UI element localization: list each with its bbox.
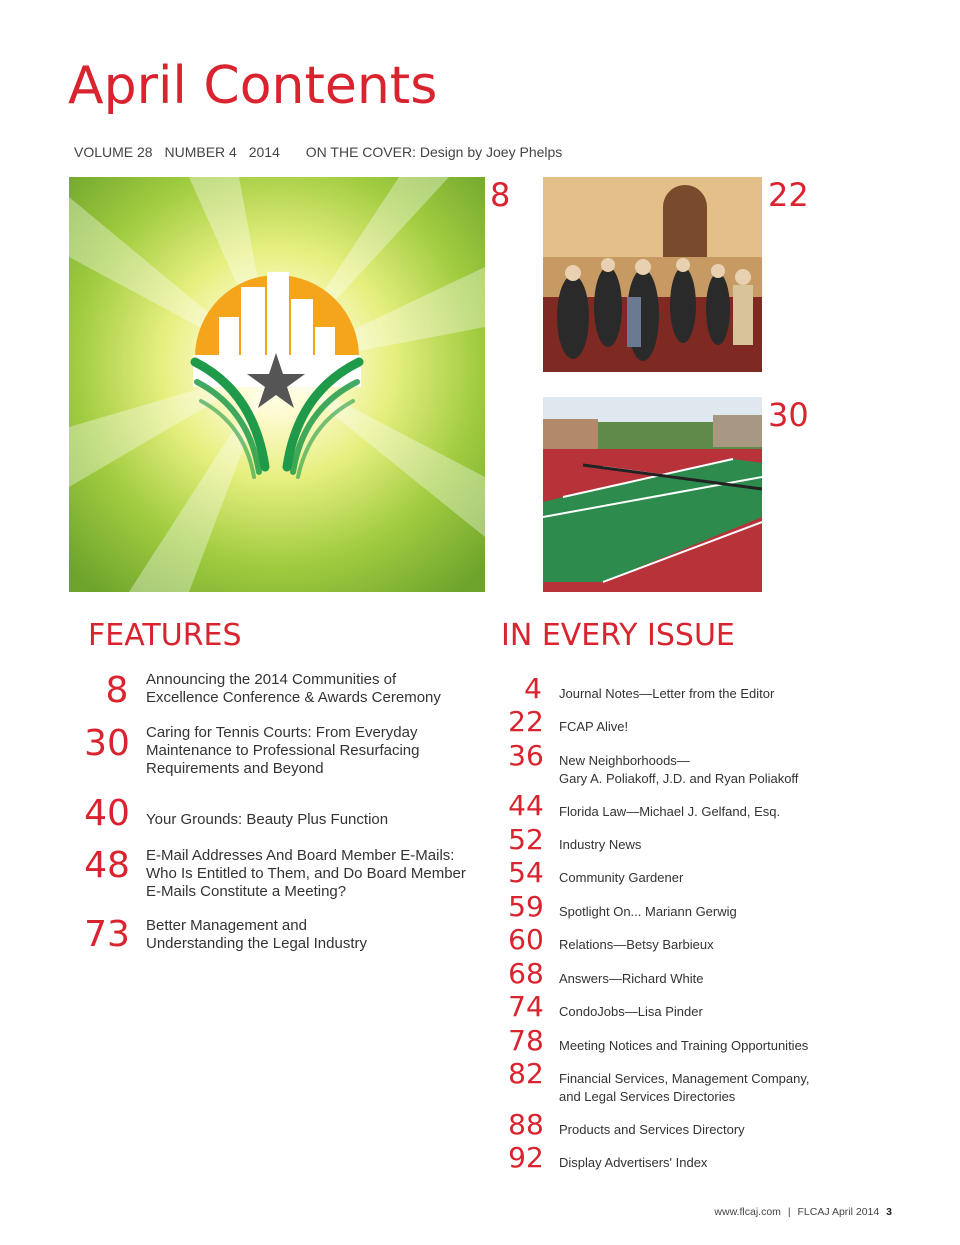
issue-item[interactable]: [559, 936, 829, 954]
issue-item[interactable]: [559, 1037, 829, 1055]
footer-page-number: 3: [886, 1206, 892, 1218]
footer-issue: April 2014: [831, 1206, 880, 1218]
feature-page-number: 40: [84, 793, 130, 834]
feature-line: Requirements and Beyond: [146, 760, 324, 777]
feature-item[interactable]: [146, 671, 466, 707]
issue-page-number: 54: [508, 856, 544, 889]
issue-page-number: 4: [524, 672, 542, 705]
issue-page-number: 60: [508, 923, 544, 956]
issue-line: Relations—Betsy Barbieux: [559, 937, 714, 952]
feature-page-number: 73: [84, 914, 130, 955]
feature-page-number: 8: [105, 670, 129, 711]
issue-item[interactable]: [559, 970, 829, 988]
cover-image: [69, 177, 485, 592]
issue-item[interactable]: [559, 836, 829, 854]
feature-item[interactable]: [146, 724, 466, 778]
feature-item[interactable]: [146, 811, 466, 829]
issue-line: Industry News: [559, 837, 642, 852]
issue-item[interactable]: [559, 718, 829, 736]
feature-item[interactable]: [146, 847, 476, 901]
issue-page-number: 36: [508, 739, 544, 772]
issue-page-number: 22: [508, 705, 544, 738]
issue-line: Gary A. Poliakoff, J.D. and Ryan Poliakoff: [559, 771, 799, 786]
issue-line: Answers—Richard White: [559, 971, 704, 986]
issue-item[interactable]: [559, 903, 829, 921]
footer-separator: |: [787, 1206, 791, 1218]
feature-page-number: 48: [84, 845, 130, 886]
feature-line: Your Grounds: Beauty Plus Function: [146, 811, 389, 828]
tennis-court-photo: [543, 397, 762, 592]
footer-url[interactable]: www.flcaj.com: [714, 1206, 781, 1218]
year-label: 2014: [248, 144, 280, 160]
issue-page-number: 88: [508, 1108, 544, 1141]
feature-line: Caring for Tennis Courts: From Everyday: [146, 724, 418, 741]
issue-line: Financial Services, Management Company,: [559, 1071, 810, 1086]
issue-item[interactable]: [559, 685, 829, 703]
issue-item[interactable]: [559, 1003, 829, 1021]
cover-page-number: 8: [490, 176, 511, 214]
issue-meta: [74, 144, 570, 160]
issue-page-number: 59: [508, 890, 544, 923]
issue-line: Spotlight On... Mariann Gerwig: [559, 904, 737, 919]
footer-magazine: FLCAJ: [797, 1206, 830, 1218]
page-title: April Contents: [68, 56, 438, 116]
issue-page-number: 92: [508, 1141, 544, 1174]
feature-line: Excellence Conference & Awards Ceremony: [146, 689, 441, 706]
issue-line: Meeting Notices and Training Opportunities: [559, 1038, 809, 1053]
cover-credit: ON THE COVER: Design by Joey Phelps: [305, 144, 563, 160]
issue-page-number: 74: [508, 990, 544, 1023]
feature-line: Who Is Entitled to Them, and Do Board Member: [146, 865, 466, 882]
issue-line: FCAP Alive!: [559, 719, 629, 734]
issue-line: Florida Law—Michael J. Gelfand, Esq.: [559, 804, 781, 819]
number-label: NUMBER 4: [164, 144, 237, 160]
volume-label: VOLUME 28: [74, 144, 153, 160]
page-footer: [714, 1206, 892, 1218]
issue-page-number: 52: [508, 823, 544, 856]
feature-page-number: 30: [84, 723, 130, 764]
issue-item[interactable]: [559, 1154, 829, 1172]
issue-line: CondoJobs—Lisa Pinder: [559, 1004, 703, 1019]
issue-item[interactable]: [559, 752, 829, 788]
every-issue-heading: IN EVERY ISSUE: [501, 618, 735, 653]
feature-line: E-Mails Constitute a Meeting?: [146, 883, 347, 900]
feature-line: Better Management and: [146, 917, 307, 934]
issue-page-number: 68: [508, 957, 544, 990]
issue-page-number: 44: [508, 789, 544, 822]
issue-item[interactable]: [559, 803, 829, 821]
event-photo: [543, 177, 762, 372]
issue-line: Display Advertisers' Index: [559, 1155, 708, 1170]
issue-item[interactable]: [559, 1070, 829, 1106]
issue-line: and Legal Services Directories: [559, 1089, 736, 1104]
feature-line: E-Mail Addresses And Board Member E-Mails:: [146, 847, 455, 864]
feature-line: Understanding the Legal Industry: [146, 935, 367, 952]
issue-line: Products and Services Directory: [559, 1122, 745, 1137]
tennis-page-number: 30: [768, 396, 809, 434]
issue-page-number: 78: [508, 1024, 544, 1057]
issue-line: Journal Notes—Letter from the Editor: [559, 686, 775, 701]
features-heading: FEATURES: [88, 618, 242, 653]
issue-line: Community Gardener: [559, 870, 684, 885]
issue-item[interactable]: [559, 1121, 829, 1139]
event-page-number: 22: [768, 176, 809, 214]
feature-line: Maintenance to Professional Resurfacing: [146, 742, 420, 759]
feature-line: Announcing the 2014 Communities of: [146, 671, 397, 688]
issue-item[interactable]: [559, 869, 829, 887]
feature-item[interactable]: [146, 917, 466, 953]
issue-page-number: 82: [508, 1057, 544, 1090]
issue-line: New Neighborhoods—: [559, 753, 690, 768]
